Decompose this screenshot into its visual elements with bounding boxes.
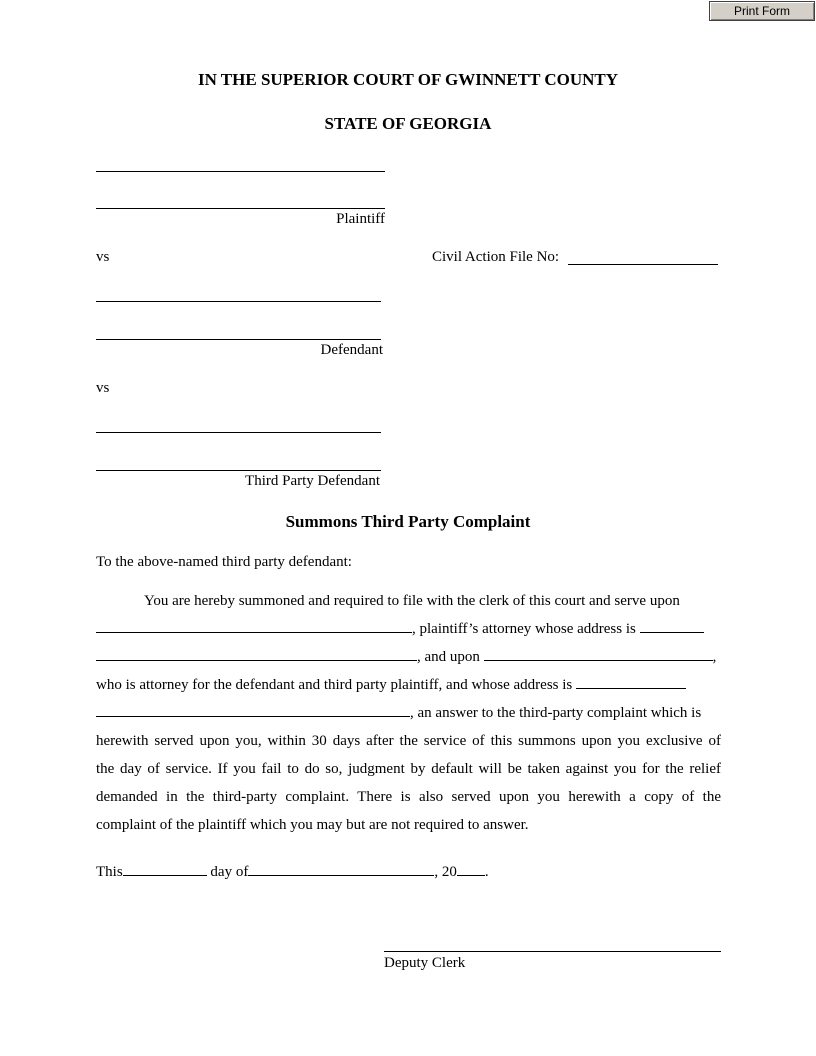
defendant-line-2[interactable] — [96, 339, 381, 340]
plaintiff-attorney-address-field-1[interactable] — [640, 618, 704, 633]
month-field[interactable] — [248, 861, 434, 876]
plaintiff-attorney-address-field-2[interactable] — [96, 646, 417, 661]
civil-action-number-field[interactable] — [568, 264, 718, 265]
plaintiff-attorney-field[interactable] — [96, 618, 412, 633]
print-form-button[interactable]: Print Form — [709, 1, 815, 21]
plaintiff-line-1[interactable] — [96, 171, 385, 172]
third-party-line-2[interactable] — [96, 470, 381, 471]
civil-action-label: Civil Action File No: — [432, 249, 560, 265]
vs-label-2: vs — [96, 380, 110, 396]
plaintiff-label: Plaintiff — [336, 211, 385, 227]
body-line-2: , plaintiff’s attorney whose address is — [96, 615, 721, 643]
plaintiff-line-2[interactable] — [96, 208, 385, 209]
body-line-9: complaint of the plaintiff which you may but are not required to answer. — [96, 817, 529, 833]
body-line-7: the day of service. If you fail to do so, judgment by default will be taken against you for the relief — [96, 761, 721, 777]
defendant-attorney-address-field-2[interactable] — [96, 702, 410, 717]
state-title: STATE OF GEORGIA — [324, 114, 492, 133]
body-line-3: , and upon , — [96, 643, 721, 671]
body-line-4: who is attorney for the defendant and third party plaintiff, and whose address is — [96, 671, 721, 699]
addressee-line: To the above-named third party defendant: — [96, 554, 352, 570]
signature-line[interactable] — [384, 951, 721, 952]
body-line-5: , an answer to the third-party complaint which is — [96, 699, 721, 727]
deputy-clerk-label: Deputy Clerk — [384, 955, 466, 971]
year-field[interactable] — [457, 861, 485, 876]
body-line-6: herewith served upon you, within 30 days after the service of this summons upon you exclusive of — [96, 733, 721, 749]
summons-body — [96, 587, 721, 839]
date-line: This day of , 20 . — [96, 861, 489, 881]
day-field[interactable] — [123, 861, 207, 876]
body-line-1: You are hereby summoned and required to file with the clerk of this court and serve upon — [144, 593, 680, 609]
third-party-line-1[interactable] — [96, 432, 381, 433]
summons-heading: Summons Third Party Complaint — [285, 512, 531, 531]
defendant-line-1[interactable] — [96, 301, 381, 302]
defendant-attorney-address-field-1[interactable] — [576, 674, 686, 689]
defendant-label: Defendant — [320, 342, 383, 358]
vs-label-1: vs — [96, 249, 110, 265]
defendant-attorney-field[interactable] — [484, 646, 713, 661]
body-line-8: demanded in the third-party complaint. There is also served upon you herewith a copy of the — [96, 789, 721, 805]
third-party-defendant-label: Third Party Defendant — [245, 473, 380, 489]
court-title: IN THE SUPERIOR COURT OF GWINNETT COUNTY — [197, 70, 619, 89]
